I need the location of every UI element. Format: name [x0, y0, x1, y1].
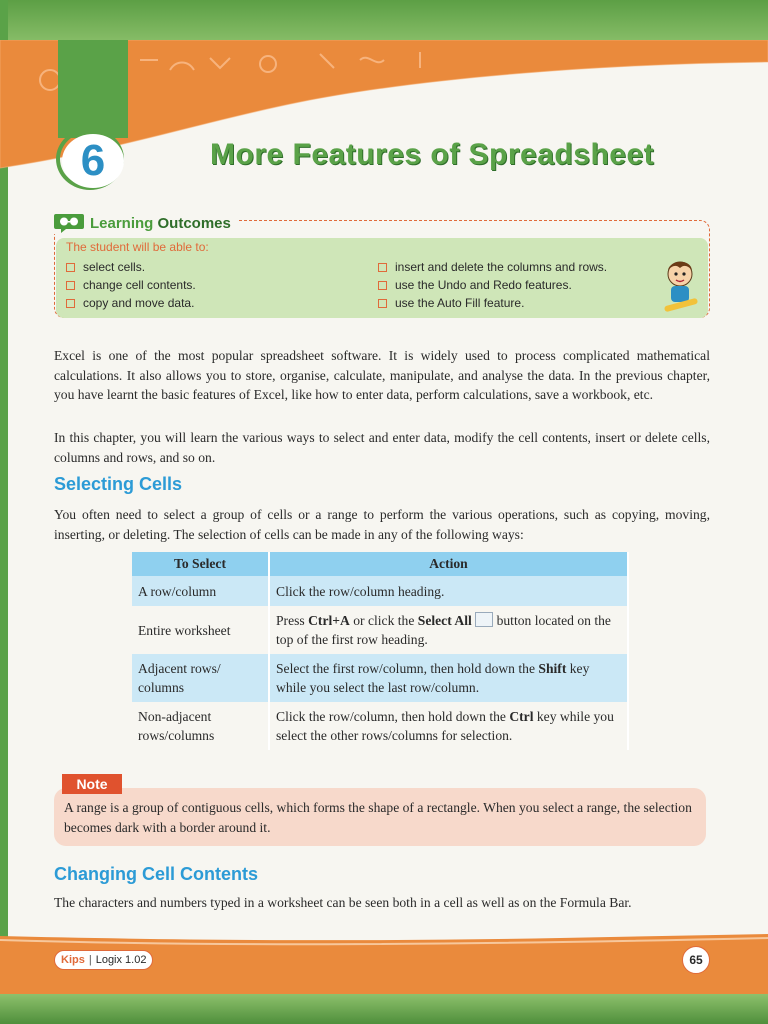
- list-item: copy and move data.: [66, 294, 196, 312]
- chapter-tab: [58, 40, 128, 138]
- learning-outcomes-heading: [54, 212, 237, 234]
- selection-table: [132, 552, 629, 750]
- selecting-cells-heading: Selecting Cells: [54, 474, 183, 494]
- list-item: use the Undo and Redo features.: [378, 276, 607, 294]
- table-header: Action: [269, 552, 628, 576]
- action-cell: Press Ctrl+A or click the Select All button located on the top of the first row heading.: [269, 606, 628, 654]
- outcomes-left-list: [66, 258, 196, 312]
- list-item: use the Auto Fill feature.: [378, 294, 607, 312]
- checkbox-icon: [378, 281, 387, 290]
- note-text: A range is a group of contiguous cells, which forms the shape of a rectangle. When you select a range, the selection becomes dark with a border around it.: [64, 800, 692, 835]
- table-row: [132, 606, 628, 654]
- selecting-cells-paragraph: You often need to select a group of cells or a range to perform the various operations, such as copying, moving, inserting, or deleting. The selection of cells can be made in any of the following ways:: [54, 507, 710, 542]
- changing-cell-contents-heading: Changing Cell Contents: [54, 864, 258, 884]
- series-name: Logix 1.02: [95, 954, 147, 966]
- checkbox-icon: [66, 263, 75, 272]
- changing-cell-contents-paragraph: The characters and numbers typed in a worksheet can be seen both in a cell as well as on the Formula Bar.: [54, 895, 632, 910]
- select-cell: Non-adjacent rows/columns: [132, 702, 269, 750]
- outcomes-word: Outcomes: [157, 214, 231, 232]
- page-number: 65: [682, 946, 710, 974]
- outcomes-intro: The student will be able to:: [66, 240, 209, 254]
- student-mascot-icon: [658, 256, 702, 316]
- learning-outcomes: [54, 210, 710, 318]
- learning-word: Learning: [90, 214, 154, 232]
- bottom-border: [0, 994, 768, 1024]
- select-cell: A row/column: [132, 576, 269, 606]
- publisher-name: Kips: [61, 954, 85, 966]
- glasses-bubble-icon: [54, 212, 84, 234]
- action-cell: Click the row/column heading.: [269, 576, 628, 606]
- select-all-icon: [475, 612, 493, 627]
- action-cell: Select the first row/column, then hold down the Shift key while you select the last row/column.: [269, 654, 628, 702]
- checkbox-icon: [378, 263, 387, 272]
- checkbox-icon: [66, 299, 75, 308]
- table-row: [132, 702, 628, 750]
- intro-paragraph-1: Excel is one of the most popular spreadsheet software. It is widely used to process complicated mathematical calculations. It also allows you to store, organise, calculate, manipulate, and analyse the data. In the previous chapter, you have learnt the basic features of Excel, like how to enter data, perform calculations, save a workbook, etc.: [54, 348, 710, 402]
- select-cell: Entire worksheet: [132, 606, 269, 654]
- list-item: change cell contents.: [66, 276, 196, 294]
- table-header: To Select: [132, 552, 269, 576]
- chapter-title: More Features of Spreadsheet: [210, 138, 655, 171]
- table-row: [132, 654, 628, 702]
- outcomes-right-list: [378, 258, 607, 312]
- select-cell: Adjacent rows/ columns: [132, 654, 269, 702]
- publisher-badge: Kips | Logix 1.02: [54, 950, 153, 970]
- chapter-number: 6: [62, 134, 124, 188]
- checkbox-icon: [378, 299, 387, 308]
- list-item: select cells.: [66, 258, 196, 276]
- list-item: insert and delete the columns and rows.: [378, 258, 607, 276]
- action-cell: Click the row/column, then hold down the Ctrl key while you select the other rows/columns for selection.: [269, 702, 628, 750]
- checkbox-icon: [66, 281, 75, 290]
- table-row: [132, 576, 628, 606]
- intro-paragraph-2: In this chapter, you will learn the various ways to select and enter data, modify the cell contents, insert or delete cells, columns and rows, and so on.: [54, 430, 710, 465]
- note-label: Note: [62, 774, 122, 794]
